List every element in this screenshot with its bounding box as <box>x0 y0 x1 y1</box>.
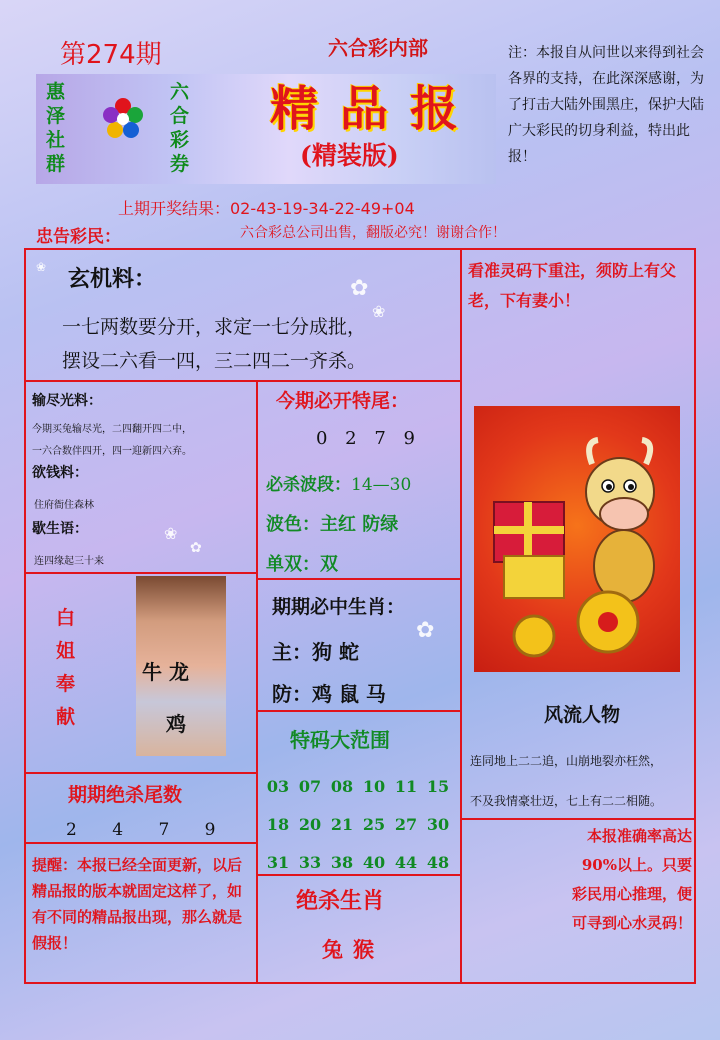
range-number: 31 <box>266 853 290 872</box>
zodiac-main <box>272 636 359 665</box>
range-number: 08 <box>330 777 354 796</box>
odd-even-label: 单双： <box>266 554 320 575</box>
photo-zodiac: 牛 龙 <box>142 660 189 684</box>
divider <box>24 842 258 844</box>
issue-number: 第274期 <box>60 40 162 70</box>
flower-icon: ❀ <box>36 260 47 274</box>
gift-desc: 连同地上二二追，山崩地裂亦枉然， <box>470 754 663 768</box>
brand-char: 泽 <box>46 105 66 127</box>
range-number: 25 <box>362 815 386 834</box>
note-text: 注：本报自从问世以来得到社会各界的支持，在此深深感谢，为了打击大陆外围黑庄，保护大陆广大彩民的切身利益，特出此报！ <box>508 45 704 165</box>
lose-line: 一六合数伴四开，四一迎新四六弃。 <box>32 446 192 457</box>
zodiac-guard-value: 鸡 鼠 马 <box>312 682 386 706</box>
warning-text: 看准灵码下重注，须防上有父老，下有妻小！ <box>468 261 677 310</box>
zodiac-guard-label: 防： <box>272 682 312 706</box>
ox-cartoon-icon <box>474 406 680 672</box>
offer-char: 奉 <box>56 673 76 695</box>
killtail-title: 期期绝杀尾数 <box>68 784 183 806</box>
want-title: 欲钱料： <box>32 465 88 481</box>
range-number: 18 <box>266 815 290 834</box>
photo-zodiac: 鸡 <box>166 712 186 736</box>
copyright-text: 六合彩总公司出售，翻版必究！谢谢合作！ <box>240 225 506 241</box>
divider <box>256 710 462 712</box>
divider <box>256 578 462 580</box>
range-number: 20 <box>298 815 322 834</box>
killzodiac-values: 兔猴 <box>322 937 384 962</box>
divider <box>256 380 258 984</box>
want-text: 住府衙住森林 <box>34 500 94 511</box>
offer-char: 献 <box>56 706 76 728</box>
cartoon-ox-image <box>474 406 680 672</box>
tail-values: 0 2 7 9 <box>316 428 421 449</box>
xuanji-line: 一七两数要分开，求定一七分成批， <box>62 316 367 338</box>
brand-right <box>170 80 200 176</box>
flower-icon: ✿ <box>350 276 369 301</box>
offer-char: 白 <box>56 607 76 629</box>
gift-label: 风流人物 <box>544 704 621 726</box>
brand-char: 券 <box>170 153 190 175</box>
range-number: 15 <box>426 777 450 796</box>
zodiac-guard <box>272 678 386 707</box>
range-number: 38 <box>330 853 354 872</box>
zodiac-main-label: 主： <box>272 640 312 664</box>
range-number: 21 <box>330 815 354 834</box>
wave-color-value: 主红 防绿 <box>320 514 399 535</box>
flower-icon: ❀ <box>372 302 386 321</box>
kill-wave-value: 14—30 <box>351 475 412 495</box>
range-number: 44 <box>394 853 418 872</box>
flower-icon: ✿ <box>416 618 435 643</box>
range-number: 48 <box>426 853 450 872</box>
kill-wave <box>266 470 411 495</box>
page-title: 精品报 <box>270 81 481 137</box>
range-title: 特码大范围 <box>290 728 390 752</box>
kill-wave-label: 必杀波段： <box>266 475 351 495</box>
divider <box>460 818 696 820</box>
warn-label: 忠告彩民： <box>36 227 121 247</box>
xuanji-line: 摆设二六看一四，三二四二一齐杀。 <box>62 350 367 372</box>
rest-text: 连四缘起三十来 <box>34 556 104 567</box>
brand-char: 惠 <box>46 81 66 103</box>
odd-even-value: 双 <box>320 554 338 575</box>
divider <box>24 380 462 382</box>
range-number: 27 <box>394 815 418 834</box>
brand-char: 彩 <box>170 129 190 151</box>
offer-char: 姐 <box>56 640 76 662</box>
divider <box>24 772 258 774</box>
odd-even <box>266 550 338 576</box>
wave-color-label: 波色： <box>266 514 320 535</box>
brand-char: 合 <box>170 105 190 127</box>
range-number: 10 <box>362 777 386 796</box>
reminder-text: 提醒：本报已经全面更新，以后精品报的版本就固定这样了，如有不同的精品报出现，那么就是假报！ <box>32 856 243 952</box>
range-number: 03 <box>266 777 290 796</box>
brand-char: 社 <box>46 129 66 151</box>
killtail-values: 2 4 7 9 <box>66 820 218 840</box>
brand-char: 群 <box>46 153 66 175</box>
flower-icon: ✿ <box>190 540 202 556</box>
inside-label: 六合彩内部 <box>328 36 428 60</box>
accuracy-text: 本报准确率高达90%以上。只要彩民用心推理，便可寻到心水灵码！ <box>571 827 692 932</box>
gift-desc: 不及我情豪壮迈，七上有二二相随。 <box>470 794 663 808</box>
range-number: 30 <box>426 815 450 834</box>
brand-left <box>46 80 76 176</box>
offer-text <box>56 602 82 734</box>
divider <box>24 572 258 574</box>
rest-title: 歇生语： <box>32 521 88 537</box>
lose-line: 今期买兔输尽光，二四翻开四二中， <box>32 424 192 435</box>
brand-char: 六 <box>170 81 190 103</box>
flower-icon: ❀ <box>164 524 178 543</box>
lottery-logo-icon <box>98 94 148 144</box>
xuanji-title: 玄机料： <box>68 266 157 292</box>
range-numbers <box>262 768 460 882</box>
range-number: 33 <box>298 853 322 872</box>
lose-title: 输尽光料： <box>32 393 102 409</box>
tail-title: 今期必开特尾： <box>276 390 410 412</box>
range-number: 40 <box>362 853 386 872</box>
killzodiac-title: 绝杀生肖 <box>296 888 385 914</box>
range-number: 11 <box>394 777 418 796</box>
edition-label: (精装版) <box>300 141 399 170</box>
zodiac-main-value: 狗 蛇 <box>312 640 359 664</box>
range-number: 07 <box>298 777 322 796</box>
last-result: 上期开奖结果：02-43-19-34-22-49+04 <box>118 199 415 218</box>
wave-color <box>266 510 398 536</box>
zodiac-title: 期期必中生肖： <box>272 596 406 618</box>
